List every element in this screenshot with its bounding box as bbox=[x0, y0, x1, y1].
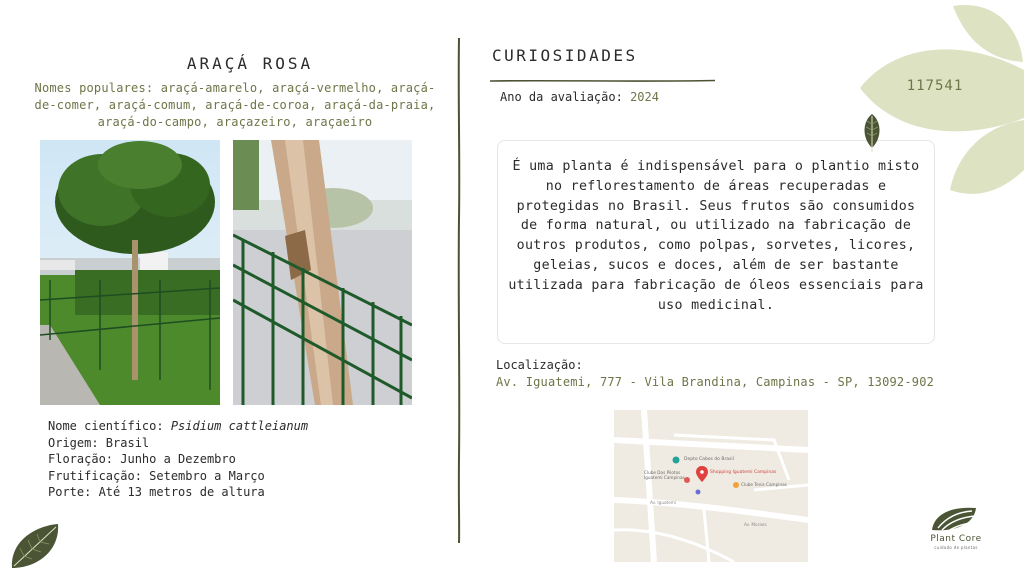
leaf-icon bbox=[8, 522, 62, 572]
tree-photo bbox=[40, 140, 220, 405]
scientific-name-value: Psidium cattleianum bbox=[170, 419, 309, 433]
map-label-5: Clube Tenis Campinas bbox=[741, 482, 787, 487]
map-label-3: Iguatemi Campinas bbox=[644, 475, 685, 480]
fruiting-row: Frutificação: Setembro a Março bbox=[48, 468, 265, 483]
location-label: Localização: bbox=[496, 358, 583, 372]
leaf-icon bbox=[860, 112, 884, 154]
map-street-2: Av. Moraes bbox=[744, 522, 767, 527]
brand-tagline: cuidado de plantas bbox=[934, 545, 978, 550]
evaluation-year-label: Ano da avaliação: bbox=[500, 90, 623, 104]
plant-facts bbox=[48, 418, 308, 501]
brand-name: Plant Core bbox=[930, 534, 982, 544]
size-row: Porte: Até 13 metros de altura bbox=[48, 485, 265, 500]
map-label-1: Depto Cabos do Brasil bbox=[684, 457, 734, 462]
curiosities-title: CURIOSIDADES bbox=[492, 46, 638, 65]
map-poi-icon bbox=[733, 482, 739, 488]
location-address: Av. Iguatemi, 777 - Vila Brandina, Campinas - SP, 13092-902 bbox=[496, 375, 935, 389]
map-poi-icon bbox=[684, 477, 690, 483]
flowering-row: Floração: Junho a Dezembro bbox=[48, 452, 236, 467]
map-street-1: Av. Iguatemi bbox=[650, 500, 677, 505]
origin-row: Origem: Brasil bbox=[48, 435, 150, 450]
brand-logo bbox=[918, 502, 994, 552]
location-map[interactable] bbox=[614, 410, 808, 562]
vertical-divider bbox=[455, 38, 463, 543]
evaluation-year-value: 2024 bbox=[630, 90, 659, 104]
brand-logo-icon bbox=[918, 502, 994, 534]
popular-names: Nomes populares: araçá-amarelo, araçá-vermelho, araçá-de-comer, araçá-comum, araçá-de-coroa, araçá-da-praia, araçá-do-campo, araçazeiro, araçaeiro bbox=[34, 81, 436, 129]
description-text: É uma planta é indispensável para o plantio misto no reflorestamento de áreas recuperadas e protegidas no Brasil. Seus frutos são consumidos de forma natural, ou utilizado na fabricação de outros produtos, como polpas, sorvetes, licores, geleias, sucos e doces, além de ser bastante utilizada para fabricação de óleos essenciais para uso medicinal. bbox=[508, 159, 924, 313]
plant-title: ARAÇÁ ROSA bbox=[186, 54, 314, 73]
map-label-4: Shopping Iguatemi Campinas bbox=[710, 470, 777, 475]
map-label-2: Clube Dos Pilotos bbox=[644, 470, 681, 475]
trunk-photo bbox=[233, 140, 412, 405]
scientific-name-row bbox=[48, 418, 308, 435]
map-poi-icon bbox=[673, 457, 680, 464]
title-underline bbox=[490, 69, 715, 75]
evaluation-year bbox=[500, 90, 659, 104]
scientific-name-label: Nome científico: bbox=[48, 419, 164, 433]
plant-code: 117541 bbox=[906, 78, 964, 94]
